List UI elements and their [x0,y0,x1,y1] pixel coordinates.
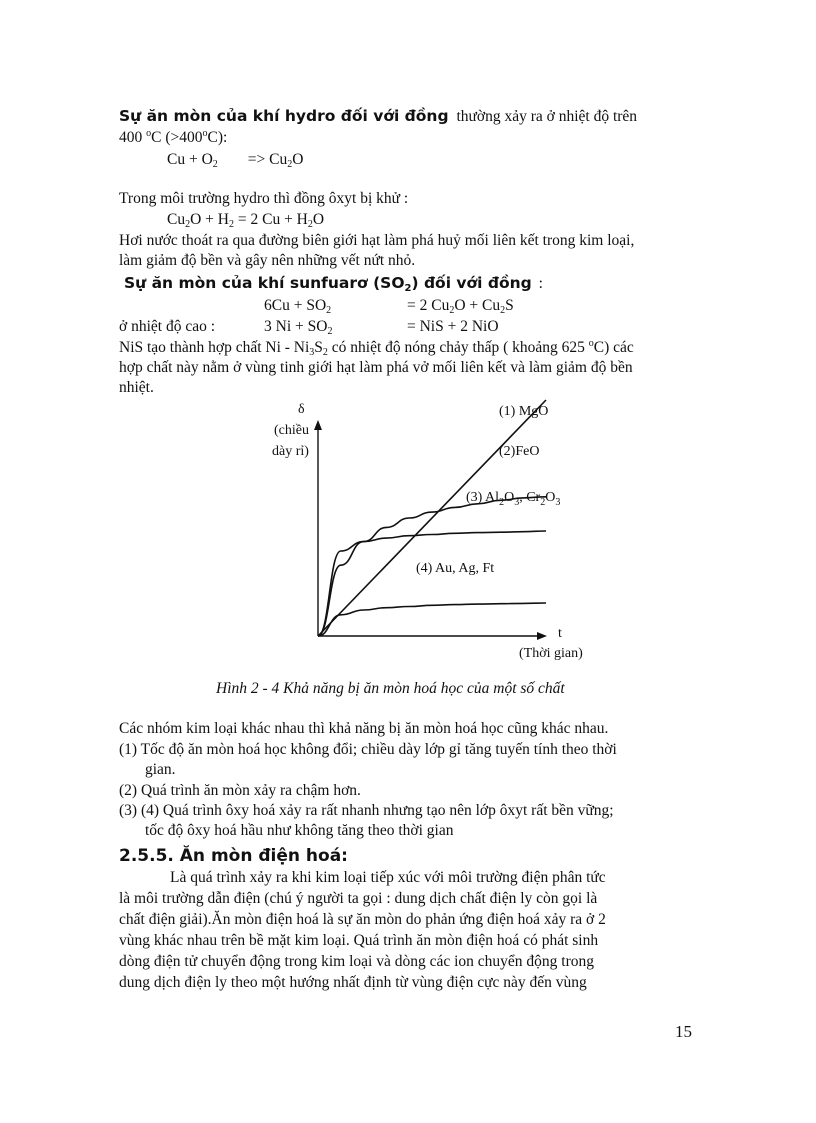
section1-heading-cont: thường xảy ra ở nhiệt độ trên [456,108,638,125]
y-axis-arrow [314,420,322,430]
section1-heading: Sự ăn mòn của khí hydro đối với đồng [119,107,449,125]
equation-cu2o-reduction: $Cu_2O + H_2 = 2$ $Cu + H_2O$ [167,211,325,230]
section1-temperature: 400 $^o$C $(>400^oC)$: [119,128,228,146]
section3-item2: (2) Quá trình ăn mòn xảy ra chậm hơn. [119,782,361,799]
equation-so2-ni-rhs: = NiS + 2 NiO [407,318,499,335]
x-axis-arrow [537,632,547,640]
y-axis-label-line3: dày rỉ) [272,444,309,459]
x-axis-label-t: t [558,626,562,641]
series-label-mgo: (1) MgO [499,404,549,419]
section3-item1-line1: (1) Tốc độ ăn mòn hoá học không đổi; chiều dày lớp gỉ tăng tuyến tính theo thời [119,741,617,758]
equation-so2-ni-lhs: 3 $Ni + SO_2$ [264,318,333,337]
section2-heading: Sự ăn mòn của khí sunfuarơ $(SO_2)$ đối với đồng : [124,274,543,294]
series-line-1 [318,400,549,636]
section3-item3-line2: tốc độ ôxy hoá hầu như không tăng theo thời gian [145,822,454,839]
section4-line5: dòng điện tử chuyển động trong kim loại và dòng các ion chuyển động trong [119,953,595,970]
section4-line3: chất điện giải).Ăn mòn điện hoá là sự ăn mòn do phản ứng điện hoá xảy ra ở 2 [119,911,606,928]
y-axis-label-delta: δ [298,402,305,417]
section4-line1: Là quá trình xảy ra khi kim loại tiếp xúc với môi trường điện phân tức [170,869,606,886]
section4-heading: 2.5.5. Ăn mòn điện hoá: [119,846,348,866]
section3-item3-line1: (3) (4) Quá trình ôxy hoá xảy ra rất nhanh nhưng tạo nên lớp ôxyt rất bền vững; [119,802,614,819]
series-label-al2o3: (3) $Al_2O_3$, $Cr_2O_3$ [466,490,561,508]
section2-paragraph-line1: NiS tạo thành hợp chất Ni - $Ni_3S_2$ có nhiệt độ nóng chảy thấp ( khoảng 625 $^o$C) các [119,338,634,358]
equation-cu-oxidation: $Cu + O_2 => Cu_2O$ [167,151,304,170]
section2-paragraph-line3: nhiệt. [119,379,154,396]
series-line-3 [318,531,546,636]
y-axis-label-line2: (chiều [274,423,309,438]
page-number: 15 [675,1022,692,1041]
section1-paragraph-line2: làm giảm độ bền và gây nên những vết nứt nhỏ. [119,252,416,269]
series-label-feo: (2)FeO [499,444,540,459]
equation-so2-cu-lhs: $6Cu + SO_2$ [264,297,332,316]
section3-intro: Các nhóm kim loại khác nhau thì khả năng bị ăn mòn hoá học cũng khác nhau. [119,720,609,737]
x-axis-label-time: (Thời gian) [519,646,583,661]
section4-line4: vùng khác nhau trên bề mặt kim loại. Quá trình ăn mòn điện hoá có phát sinh [119,932,599,949]
equation-so2-cu-rhs: = 2 $Cu_2O + Cu_2S$ [407,297,514,316]
chart-series-group [318,400,549,636]
series-label-au: (4) Au, Ag, Ft [416,561,495,576]
figure-caption: Hình 2 - 4 Khả năng bị ăn mòn hoá học của một số chất [216,680,565,697]
section3-item1-line2: gian. [145,761,176,778]
section1-paragraph-line1: Hơi nước thoát ra qua đường biên giới hạt làm phá huỷ mối liên kết trong kim loại, [119,232,635,249]
series-line-4 [318,603,546,636]
section4-line2: là môi trường dẫn điện (chú ý người ta gọi : dung dịch chất điện ly còn gọi là [119,890,598,907]
section1-environment: Trong môi trường hydro thì đồng ôxyt bị khử : [119,190,409,207]
section2-condition: ở nhiệt độ cao : [119,318,216,335]
section4-line6: dung dịch điện ly theo một hướng nhất định từ vùng điện cực này đến vùng [119,974,587,991]
section2-paragraph-line2: hợp chất này nằm ở vùng tinh giới hạt làm phá vở mối liên kết và làm giảm độ bền [119,359,633,376]
